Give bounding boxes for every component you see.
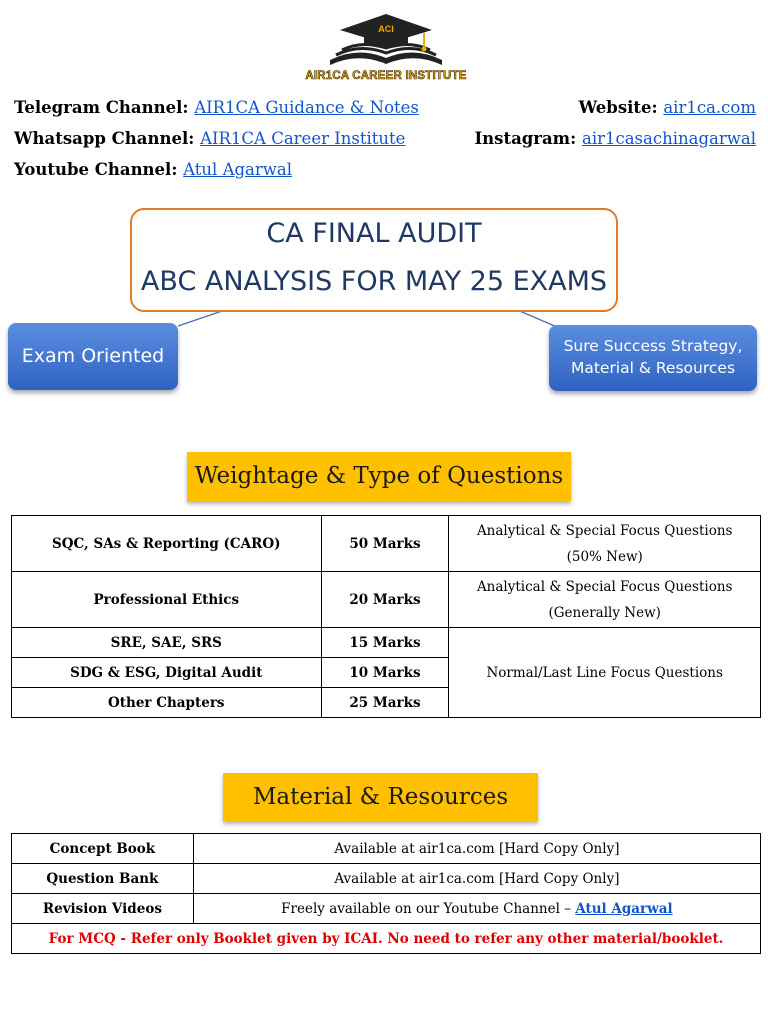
topic-cell: SDG & ESG, Digital Audit: [12, 658, 322, 688]
material-table: [11, 833, 761, 954]
strategy-pill-line-2: Material & Resources: [570, 359, 736, 377]
logo-name: AIR1CA CAREER INSTITUTE: [305, 70, 467, 82]
topic-cell: SQC, SAs & Reporting (CARO): [12, 516, 322, 572]
detail-cell: Available at air1ca.com [Hard Copy Only]: [193, 834, 760, 864]
title-box: [130, 208, 618, 312]
marks-cell: 20 Marks: [321, 572, 449, 628]
type-line: (Generally New): [548, 604, 661, 621]
marks-cell: 10 Marks: [321, 658, 449, 688]
telegram-link[interactable]: AIR1CA Guidance & Notes: [194, 98, 419, 117]
type-line: (50% New): [566, 548, 643, 565]
table-row: [12, 572, 761, 628]
marks-cell: 25 Marks: [321, 688, 449, 718]
youtube-channel-link[interactable]: Atul Agarwal: [575, 900, 673, 917]
detail-cell: [193, 894, 760, 924]
type-cell: [449, 516, 761, 572]
whatsapp-link[interactable]: AIR1CA Career Institute: [200, 129, 406, 148]
mcq-note: For MCQ - Refer only Booklet given by ICAI. No need to refer any other material/booklet.: [12, 924, 761, 954]
table-row: [12, 628, 761, 658]
exam-oriented-pill: Exam Oriented: [8, 323, 178, 390]
item-cell: Revision Videos: [12, 894, 194, 924]
type-cell: [449, 572, 761, 628]
item-cell: Question Bank: [12, 864, 194, 894]
instagram-link[interactable]: air1casachinagarwal: [581, 129, 756, 148]
weightage-table: [11, 515, 761, 718]
table-row: [12, 834, 761, 864]
marks-cell: 50 Marks: [321, 516, 449, 572]
website-link[interactable]: air1ca.com: [663, 98, 756, 117]
youtube-link[interactable]: Atul Agarwal: [183, 160, 293, 179]
material-heading: Material & Resources: [223, 773, 538, 821]
whatsapp-label: Whatsapp Channel:: [14, 129, 195, 148]
topic-cell: Professional Ethics: [12, 572, 322, 628]
topic-cell: Other Chapters: [12, 688, 322, 718]
table-row: [12, 516, 761, 572]
youtube-label: Youtube Channel:: [14, 160, 178, 179]
table-row: [12, 864, 761, 894]
detail-cell: Available at air1ca.com [Hard Copy Only]: [193, 864, 760, 894]
type-line: Analytical & Special Focus Questions: [476, 522, 733, 539]
title-line-2: ABC ANALYSIS FOR MAY 25 EXAMS: [140, 266, 608, 297]
detail-text: Freely available on our Youtube Channel –: [281, 900, 576, 917]
type-line: Analytical & Special Focus Questions: [476, 578, 733, 595]
item-cell: Concept Book: [12, 834, 194, 864]
telegram-label: Telegram Channel:: [14, 98, 189, 117]
topic-cell: SRE, SAE, SRS: [12, 628, 322, 658]
website-label: Website:: [578, 98, 658, 117]
table-row: [12, 894, 761, 924]
merged-type-cell: Normal/Last Line Focus Questions: [449, 628, 761, 718]
weightage-heading: Weightage & Type of Questions: [187, 452, 571, 501]
table-row: [12, 924, 761, 954]
marks-cell: 15 Marks: [321, 628, 449, 658]
logo-emblem-text: ACI: [378, 24, 394, 34]
instagram-label: Instagram:: [474, 129, 577, 148]
strategy-pill: [549, 325, 757, 391]
strategy-pill-line-1: Sure Success Strategy,: [563, 337, 743, 355]
title-line-1: CA FINAL AUDIT: [266, 218, 482, 249]
